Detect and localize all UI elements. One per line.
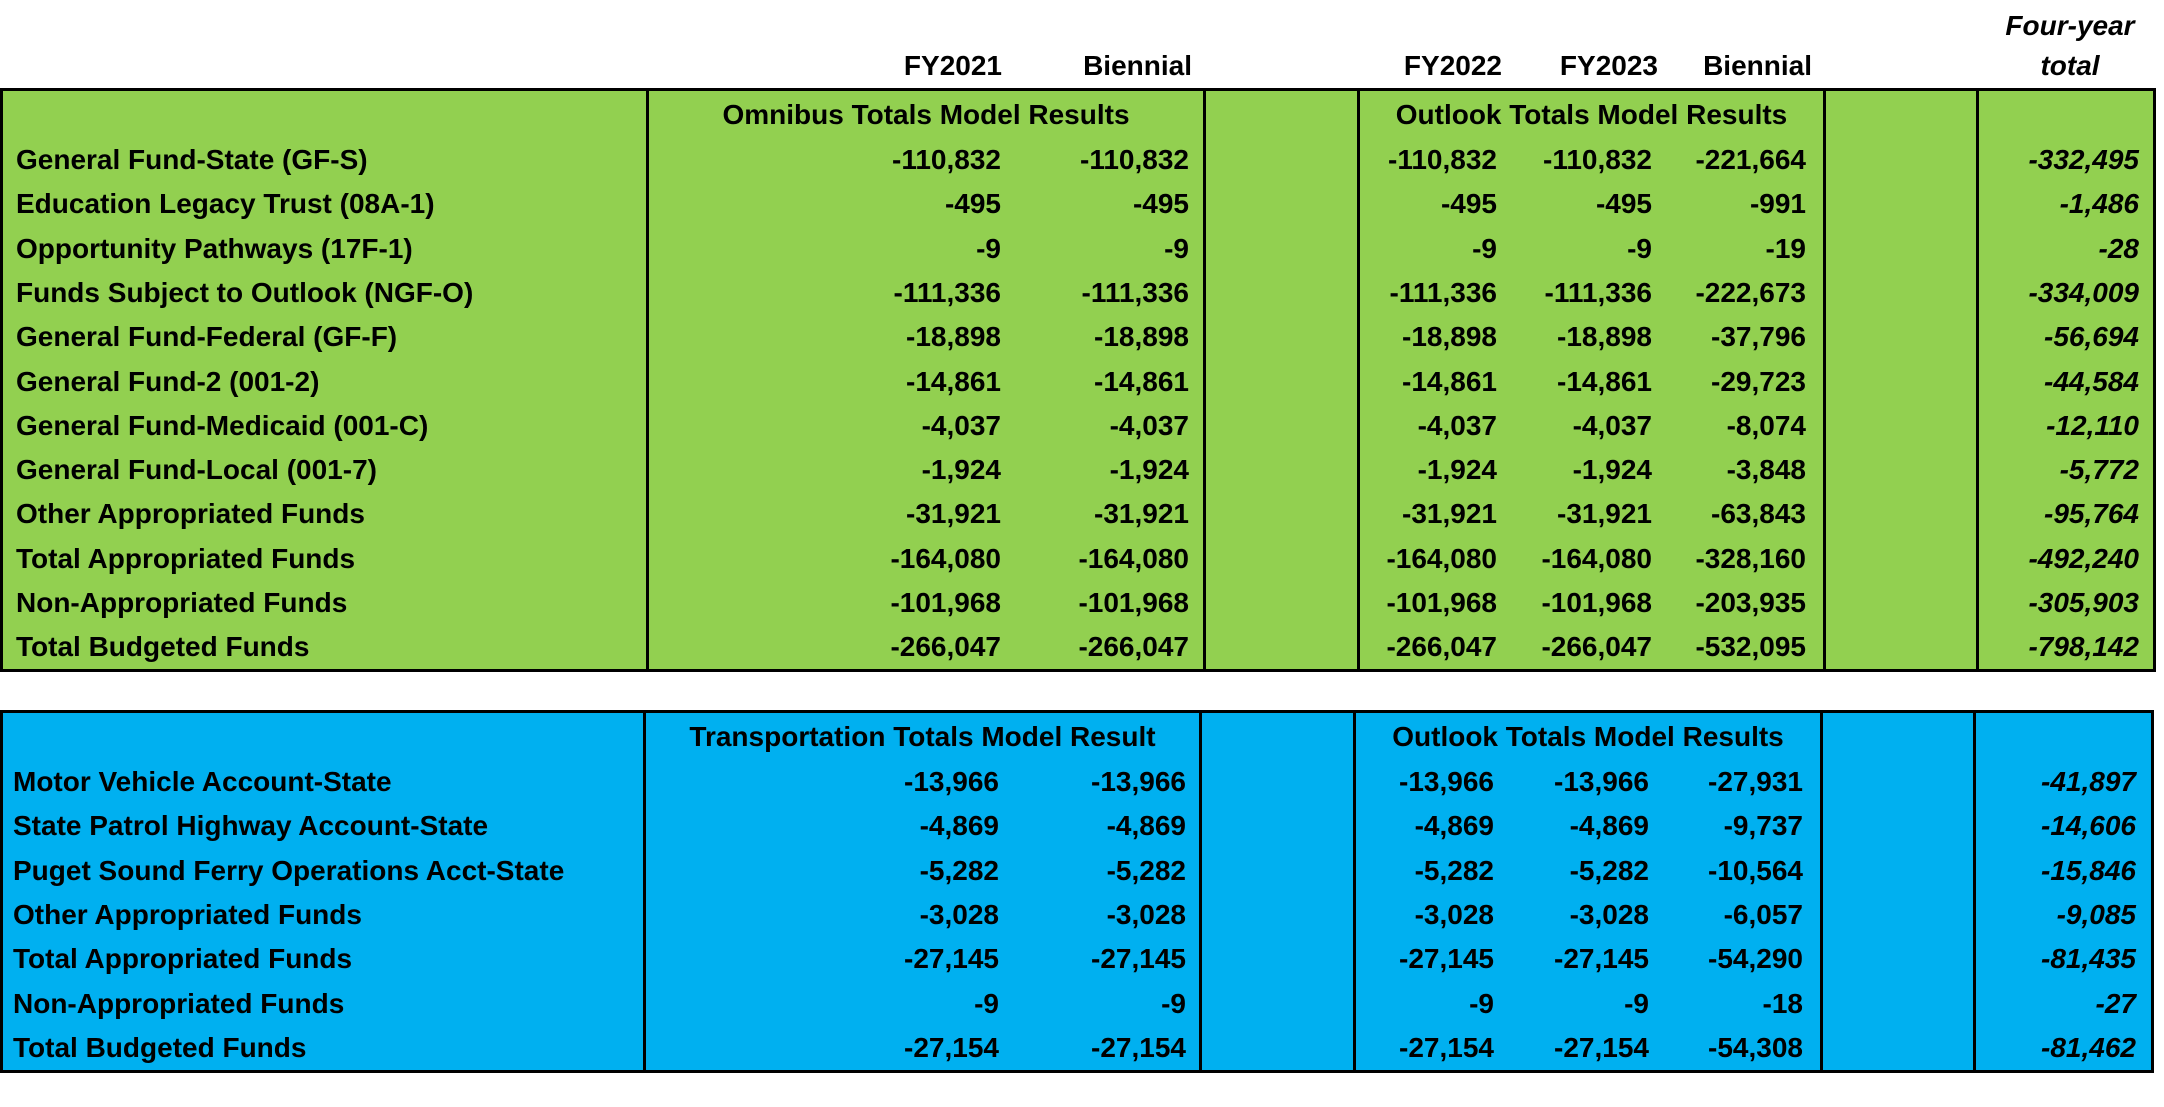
cell-fy2022: -3,028	[1414, 898, 1494, 930]
table-row	[3, 448, 2153, 492]
cell-fy2023: -13,966	[1554, 766, 1649, 797]
cell-fy2022: -5,282	[1414, 854, 1494, 886]
row-label: Motor Vehicle Account-State	[13, 766, 392, 797]
cell-fy2021: -101,968	[890, 587, 1001, 618]
cell-biennial-2: -63,843	[1711, 498, 1806, 530]
cell-fy2021: -1,924	[921, 454, 1001, 486]
cell-fy2022: -111,336	[1389, 276, 1497, 308]
cell-biennial-2: -18	[1762, 987, 1803, 1019]
cell-four-year: -5,772	[2059, 454, 2139, 486]
cell-fy2021: -111,336	[893, 276, 1001, 308]
cell-fy2023: -4,037	[1572, 409, 1652, 441]
cell-biennial-2: -29,723	[1711, 365, 1806, 397]
row-label: Education Legacy Trust (08A-1)	[16, 188, 435, 220]
cell-fy2023: -14,861	[1557, 365, 1652, 397]
row-label: Total Appropriated Funds	[16, 542, 356, 574]
table-row	[3, 849, 2151, 893]
cell-four-year: -15,846	[2041, 854, 2136, 886]
row-label: Total Budgeted Funds	[13, 1031, 307, 1063]
cell-fy2023: -110,832	[1543, 144, 1652, 175]
header-biennial-2: Biennial	[1703, 50, 1812, 81]
cell-four-year: -14,606	[2041, 810, 2136, 842]
cell-biennial-1: -4,037	[1109, 409, 1189, 441]
cell-fy2021: -3,028	[919, 898, 999, 930]
table-row	[3, 804, 2151, 848]
cell-four-year: -95,764	[2044, 498, 2139, 530]
cell-fy2022: -14,861	[1402, 365, 1497, 397]
cell-biennial-1: -495	[1132, 188, 1189, 220]
cell-fy2021: -13,966	[904, 766, 999, 797]
row-label: Other Appropriated Funds	[13, 898, 362, 930]
table-row	[3, 982, 2151, 1026]
cell-four-year: -492,240	[2028, 542, 2139, 574]
cell-biennial-1: -9	[1164, 232, 1189, 264]
cell-four-year: -12,110	[2046, 409, 2139, 441]
header-fy2021: FY2021	[903, 50, 1002, 81]
cell-fy2022: -4,869	[1414, 810, 1494, 842]
cell-four-year: -798,142	[2028, 631, 2139, 663]
cell-fy2023: -27,154	[1554, 1031, 1649, 1063]
cell-fy2021: -4,869	[919, 810, 999, 842]
cell-four-year: -81,435	[2041, 943, 2136, 975]
table-row	[3, 227, 2153, 271]
table-row	[3, 893, 2151, 937]
header-four-year-line2: total	[2040, 50, 2100, 81]
cell-biennial-1: -31,921	[1094, 498, 1189, 530]
cell-fy2023: -3,028	[1569, 898, 1649, 930]
cell-biennial-2: -10,564	[1708, 854, 1803, 886]
omnibus-table	[0, 88, 2156, 672]
cell-biennial-2: -8,074	[1726, 409, 1806, 441]
cell-biennial-2: -991	[1749, 188, 1806, 220]
cell-four-year: -27	[2095, 987, 2136, 1019]
cell-fy2023: -18,898	[1557, 321, 1652, 353]
table-row	[3, 937, 2151, 981]
cell-biennial-1: -13,966	[1091, 766, 1186, 797]
cell-biennial-1: -5,282	[1106, 854, 1186, 886]
cell-biennial-2: -54,290	[1708, 943, 1803, 975]
omnibus-left-title: Omnibus Totals Model Results	[722, 99, 1130, 130]
row-label: General Fund-Local (001-7)	[16, 454, 377, 486]
cell-four-year: -9,085	[2056, 898, 2136, 930]
cell-biennial-1: -110,832	[1080, 144, 1189, 175]
table-row	[3, 1026, 2151, 1070]
table-row	[3, 315, 2153, 359]
cell-fy2021: -9	[974, 987, 999, 1019]
cell-fy2022: -13,966	[1399, 766, 1494, 797]
cell-fy2021: -31,921	[906, 498, 1001, 530]
cell-biennial-2: -27,931	[1708, 766, 1803, 797]
table-row	[3, 581, 2153, 625]
cell-fy2023: -9	[1627, 232, 1652, 264]
cell-fy2022: -31,921	[1402, 498, 1497, 530]
cell-fy2022: -27,145	[1399, 943, 1494, 975]
cell-four-year: -305,903	[2028, 587, 2139, 618]
cell-fy2023: -4,869	[1569, 810, 1649, 842]
cell-fy2021: -14,861	[906, 365, 1001, 397]
cell-biennial-1: -27,145	[1091, 943, 1186, 975]
cell-fy2021: -4,037	[921, 409, 1001, 441]
cell-fy2023: -111,336	[1544, 276, 1652, 308]
row-label: Other Appropriated Funds	[16, 498, 365, 530]
cell-fy2022: -4,037	[1417, 409, 1497, 441]
table-row	[3, 760, 2151, 804]
cell-four-year: -28	[2098, 232, 2139, 264]
table-row	[3, 271, 2153, 315]
cell-fy2022: -18,898	[1402, 321, 1497, 353]
cell-fy2023: -27,145	[1554, 943, 1649, 975]
table-row	[3, 360, 2153, 404]
cell-biennial-1: -1,924	[1109, 454, 1189, 486]
cell-fy2023: -266,047	[1541, 631, 1652, 663]
cell-fy2023: -495	[1595, 188, 1652, 220]
cell-biennial-2: -221,664	[1695, 144, 1806, 175]
cell-biennial-2: -19	[1765, 232, 1806, 264]
cell-fy2022: -495	[1440, 188, 1497, 220]
cell-biennial-1: -4,869	[1106, 810, 1186, 842]
cell-fy2021: -18,898	[906, 321, 1001, 353]
transportation-table	[0, 710, 2154, 1073]
cell-biennial-1: -164,080	[1078, 542, 1189, 574]
cell-biennial-2: -3,848	[1726, 454, 1806, 486]
cell-four-year: -41,897	[2041, 766, 2136, 797]
cell-fy2022: -110,832	[1388, 144, 1497, 175]
row-label: General Fund-2 (001-2)	[16, 365, 320, 397]
cell-four-year: -44,584	[2044, 365, 2139, 397]
row-label: Non-Appropriated Funds	[16, 587, 348, 618]
cell-biennial-2: -9,737	[1723, 810, 1803, 842]
cell-fy2023: -164,080	[1541, 542, 1652, 574]
cell-fy2022: -266,047	[1386, 631, 1497, 663]
row-label: State Patrol Highway Account-State	[13, 810, 489, 842]
omnibus-right-title: Outlook Totals Model Results	[1395, 99, 1788, 130]
cell-biennial-1: -18,898	[1094, 321, 1189, 353]
table-row	[3, 404, 2153, 448]
cell-fy2022: -27,154	[1399, 1031, 1494, 1063]
cell-fy2023: -31,921	[1557, 498, 1652, 530]
transportation-right-title: Outlook Totals Model Results	[1392, 721, 1784, 752]
cell-fy2023: -5,282	[1569, 854, 1649, 886]
header-fy2022: FY2022	[1403, 50, 1502, 81]
cell-fy2021: -5,282	[919, 854, 999, 886]
transportation-left-title: Transportation Totals Model Result	[689, 721, 1156, 752]
cell-fy2022: -1,924	[1417, 454, 1497, 486]
table-row	[3, 492, 2153, 536]
cell-fy2021: -9	[976, 232, 1001, 264]
cell-biennial-1: -3,028	[1106, 898, 1186, 930]
row-label: General Fund-Medicaid (001-C)	[16, 409, 429, 441]
cell-fy2021: -27,145	[904, 943, 999, 975]
row-label: General Fund-Federal (GF-F)	[16, 321, 398, 353]
cell-biennial-2: -37,796	[1711, 321, 1806, 353]
row-label: Total Appropriated Funds	[13, 943, 353, 975]
cell-biennial-2: -532,095	[1695, 631, 1806, 663]
table-row	[3, 182, 2153, 226]
cell-fy2022: -101,968	[1386, 587, 1497, 618]
cell-four-year: -81,462	[2041, 1031, 2136, 1063]
header-four-year-line1: Four-year	[2005, 10, 2135, 41]
cell-fy2023: -9	[1624, 987, 1649, 1019]
table-row	[3, 537, 2153, 581]
table-row	[3, 625, 2153, 669]
row-label: Total Budgeted Funds	[16, 631, 310, 663]
header-fy2023: FY2023	[1559, 50, 1658, 81]
cell-fy2021: -266,047	[890, 631, 1001, 663]
row-label: General Fund-State (GF-S)	[16, 144, 368, 175]
row-label: Funds Subject to Outlook (NGF-O)	[16, 276, 474, 308]
cell-fy2022: -9	[1469, 987, 1494, 1019]
cell-fy2021: -495	[944, 188, 1001, 220]
row-label: Non-Appropriated Funds	[13, 987, 345, 1019]
cell-biennial-2: -328,160	[1695, 542, 1806, 574]
cell-biennial-2: -222,673	[1695, 276, 1806, 308]
cell-biennial-1: -27,154	[1091, 1031, 1186, 1063]
cell-biennial-1: -14,861	[1094, 365, 1189, 397]
cell-biennial-2: -6,057	[1723, 898, 1803, 930]
header-biennial-1: Biennial	[1083, 50, 1192, 81]
cell-fy2023: -1,924	[1572, 454, 1652, 486]
cell-biennial-1: -9	[1161, 987, 1186, 1019]
cell-biennial-1: -111,336	[1081, 276, 1189, 308]
cell-biennial-2: -203,935	[1695, 587, 1806, 618]
cell-fy2021: -110,832	[892, 144, 1001, 175]
cell-biennial-1: -266,047	[1078, 631, 1189, 663]
row-label: Opportunity Pathways (17F-1)	[16, 232, 413, 264]
cell-biennial-2: -54,308	[1708, 1031, 1803, 1063]
cell-four-year: -334,009	[2028, 276, 2139, 308]
cell-biennial-1: -101,968	[1078, 587, 1189, 618]
cell-fy2022: -164,080	[1386, 542, 1497, 574]
cell-four-year: -56,694	[2044, 321, 2139, 353]
cell-fy2022: -9	[1472, 232, 1497, 264]
row-label: Puget Sound Ferry Operations Acct-State	[13, 854, 565, 886]
table-row	[3, 138, 2153, 182]
cell-fy2021: -164,080	[890, 542, 1001, 574]
cell-four-year: -332,495	[2028, 144, 2139, 175]
cell-four-year: -1,486	[2059, 188, 2139, 220]
cell-fy2023: -101,968	[1541, 587, 1652, 618]
cell-fy2021: -27,154	[904, 1031, 999, 1063]
